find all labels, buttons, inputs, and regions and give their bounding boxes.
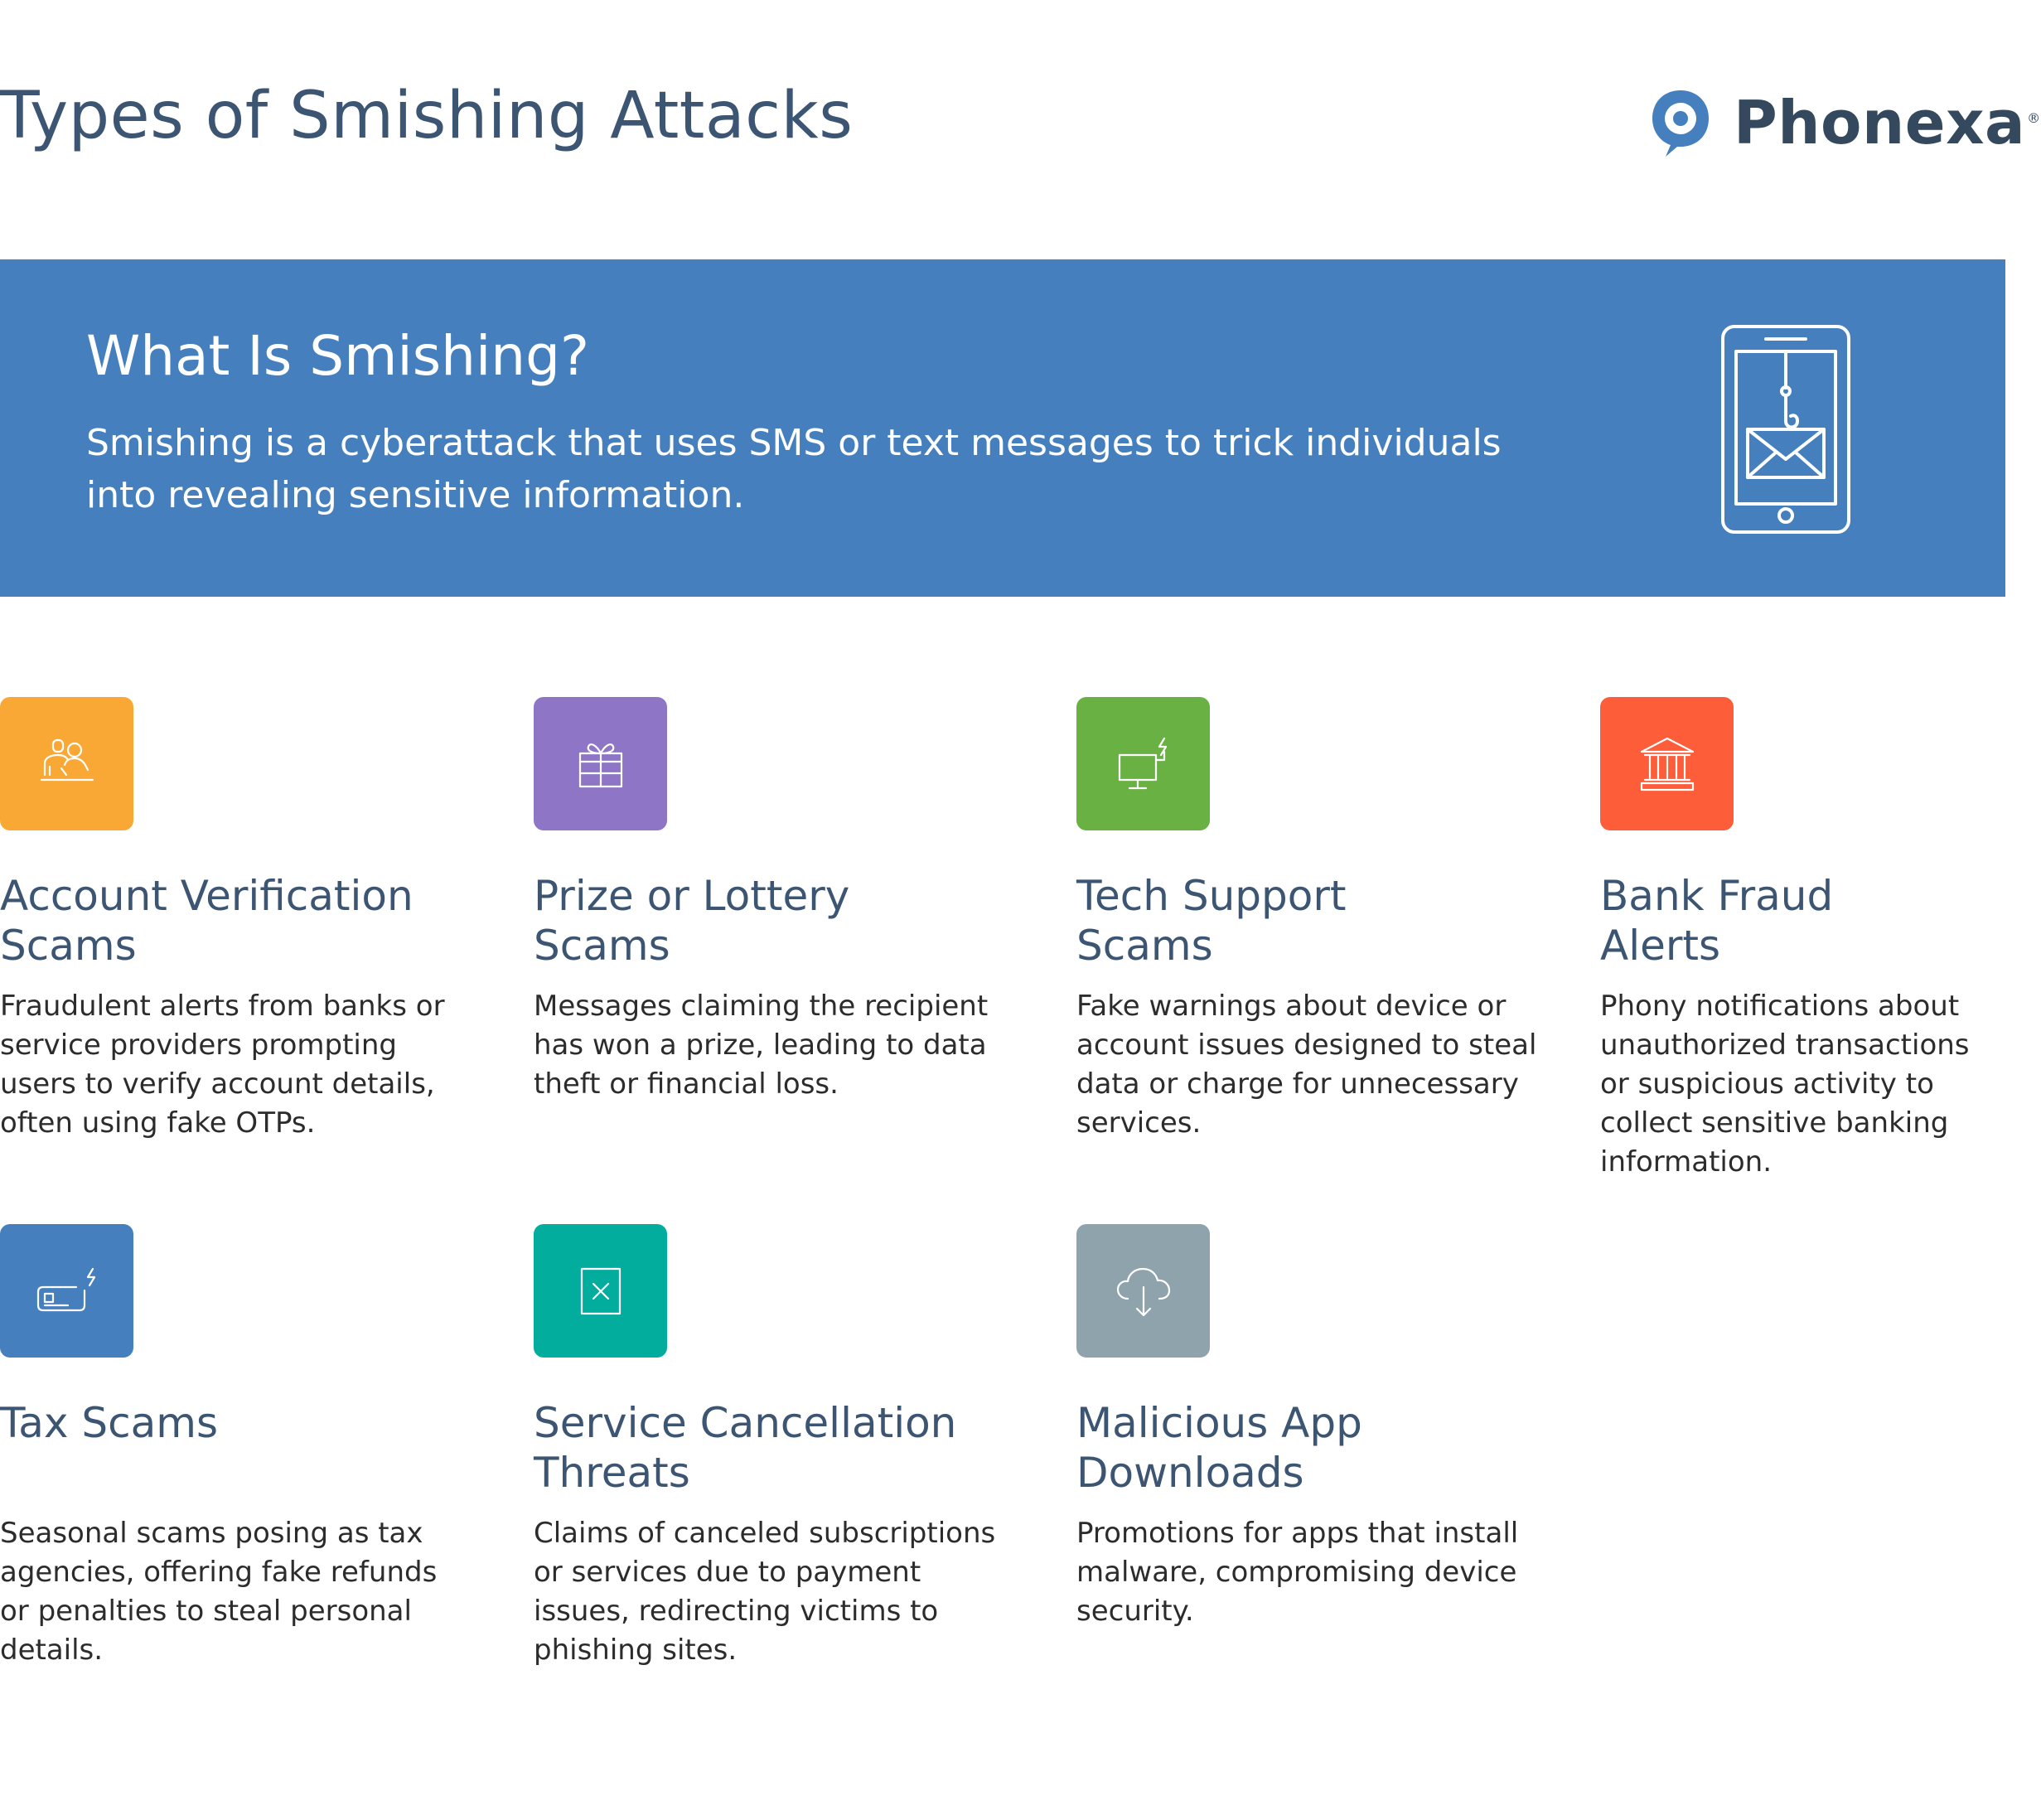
smishing-definition-banner [0, 259, 2005, 597]
card-title: Malicious App Downloads [1076, 1399, 1362, 1497]
card-icon-badge [1076, 697, 1210, 830]
card-icon-badge [0, 697, 133, 830]
card-icon-badge [534, 1224, 667, 1358]
cancel-box-icon [563, 1254, 638, 1329]
card-bank-fraud-alerts [1600, 697, 1970, 1179]
card-prize-or-lottery-scams [534, 697, 989, 1101]
card-title: Tax Scams [0, 1399, 219, 1447]
gift-icon [563, 727, 638, 801]
card-title: Bank Fraud Alerts [1600, 872, 1834, 970]
card-description: Phony notifications about unauthorized transactions or suspicious activity to collect sensitive banking information. [1600, 990, 1970, 1179]
card-description: Promotions for apps that install malware, compromising device security. [1076, 1517, 1519, 1628]
card-icon-badge [0, 1224, 133, 1358]
card-description: Messages claiming the recipient has won a prize, leading to data theft or financial loss. [534, 990, 989, 1101]
card-service-cancellation-threats [534, 1224, 996, 1667]
card-title: Prize or Lottery Scams [534, 872, 850, 970]
card-icon-badge [534, 697, 667, 830]
bank-icon [1630, 727, 1705, 801]
card-title: Service Cancellation Threats [534, 1399, 957, 1497]
logo-text: Phonexa [1734, 88, 2026, 157]
logo-registered-mark: ® [2027, 110, 2041, 126]
phonexa-logo-icon [1649, 87, 1712, 158]
page-title: Types of Smishing Attacks [0, 79, 854, 153]
computer-alert-icon [1106, 727, 1181, 801]
card-description: Claims of canceled subscriptions or services due to payment issues, redirecting victims to phishing sites. [534, 1517, 996, 1667]
card-title: Account Verification Scams [0, 872, 414, 970]
cloud-download-icon [1106, 1254, 1181, 1329]
card-icon-badge [1600, 697, 1734, 830]
card-description: Fake warnings about device or account issues designed to steal data or charge for unnecessary services. [1076, 990, 1537, 1140]
card-icon-badge [1076, 1224, 1210, 1358]
banner-title: What Is Smishing? [86, 324, 590, 388]
card-description: Fraudulent alerts from banks or service providers prompting users to verify account details, often using fake OTPs. [0, 990, 445, 1140]
card-account-verification-scams [0, 697, 445, 1140]
logo-wordmark [1734, 88, 2041, 157]
users-icon [30, 727, 104, 801]
phone-phishing-hook-icon [1719, 323, 1852, 535]
card-tax-scams [0, 1224, 438, 1667]
card-description: Seasonal scams posing as tax agencies, offering fake refunds or penalties to steal personal details. [0, 1517, 438, 1667]
banner-description: Smishing is a cyberattack that uses SMS or text messages to trick individuals into revealing sensitive information. [86, 422, 1502, 516]
card-alert-icon [30, 1254, 104, 1329]
card-tech-support-scams [1076, 697, 1537, 1140]
card-title: Tech Support Scams [1076, 872, 1347, 970]
card-malicious-app-downloads [1076, 1224, 1519, 1628]
phonexa-logo[interactable] [1649, 83, 2041, 162]
